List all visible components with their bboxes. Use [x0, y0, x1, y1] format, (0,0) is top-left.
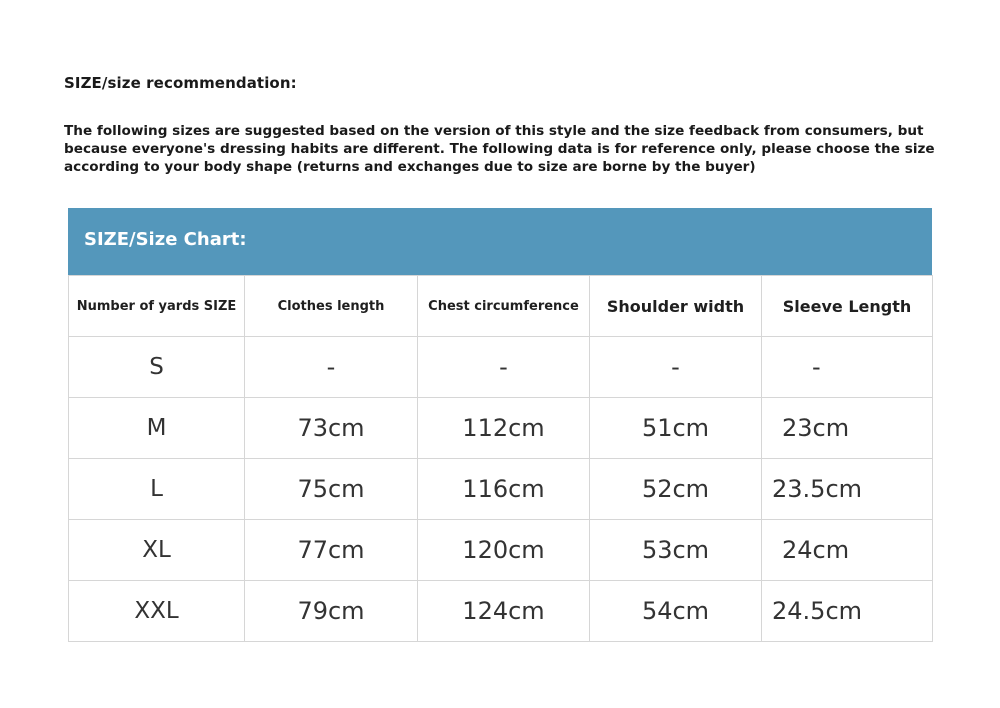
- shoulder-width-cell: -: [590, 337, 762, 398]
- sleeve-length-cell: 24.5cm: [762, 581, 933, 642]
- shoulder-width-cell: 51cm: [590, 398, 762, 459]
- clothes-length-cell: -: [245, 337, 418, 398]
- column-header-sleeve-length: Sleeve Length: [762, 276, 933, 337]
- chest-circumference-cell: 124cm: [418, 581, 590, 642]
- sleeve-length-cell: -: [762, 337, 933, 398]
- shoulder-width-cell: 52cm: [590, 459, 762, 520]
- size-recommendation-heading: SIZE/size recommendation:: [64, 74, 297, 92]
- shoulder-width-cell: 54cm: [590, 581, 762, 642]
- table-header-row: [69, 276, 933, 337]
- table-row: [69, 581, 933, 642]
- size-cell: L: [69, 459, 245, 520]
- clothes-length-cell: 77cm: [245, 520, 418, 581]
- table-row: [69, 459, 933, 520]
- size-chart: [68, 208, 932, 647]
- size-cell: S: [69, 337, 245, 398]
- column-header-chest-circumference: Chest circumference: [418, 276, 590, 337]
- sleeve-length-cell: 23cm: [762, 398, 933, 459]
- clothes-length-cell: 73cm: [245, 398, 418, 459]
- size-chart-table: [68, 275, 933, 642]
- shoulder-width-cell: 53cm: [590, 520, 762, 581]
- chest-circumference-cell: 112cm: [418, 398, 590, 459]
- size-cell: M: [69, 398, 245, 459]
- table-row: [69, 520, 933, 581]
- intro-line: because everyone's dressing habits are different. The following data is for reference only, please choose the size: [64, 141, 935, 157]
- sleeve-length-cell: 23.5cm: [762, 459, 933, 520]
- size-recommendation-text: [64, 122, 944, 176]
- table-row: [69, 337, 933, 398]
- chest-circumference-cell: 120cm: [418, 520, 590, 581]
- clothes-length-cell: 79cm: [245, 581, 418, 642]
- chest-circumference-cell: 116cm: [418, 459, 590, 520]
- column-header-shoulder-width: Shoulder width: [590, 276, 762, 337]
- intro-line: The following sizes are suggested based on the version of this style and the size feedback from consumers, but: [64, 123, 924, 139]
- table-row: [69, 398, 933, 459]
- size-cell: XL: [69, 520, 245, 581]
- size-cell: XXL: [69, 581, 245, 642]
- column-header-size: Number of yards SIZE: [69, 276, 245, 337]
- chest-circumference-cell: -: [418, 337, 590, 398]
- sleeve-length-cell: 24cm: [762, 520, 933, 581]
- size-chart-title: SIZE/Size Chart:: [68, 208, 932, 275]
- intro-line: according to your body shape (returns and exchanges due to size are borne by the buyer): [64, 159, 756, 175]
- column-header-clothes-length: Clothes length: [245, 276, 418, 337]
- clothes-length-cell: 75cm: [245, 459, 418, 520]
